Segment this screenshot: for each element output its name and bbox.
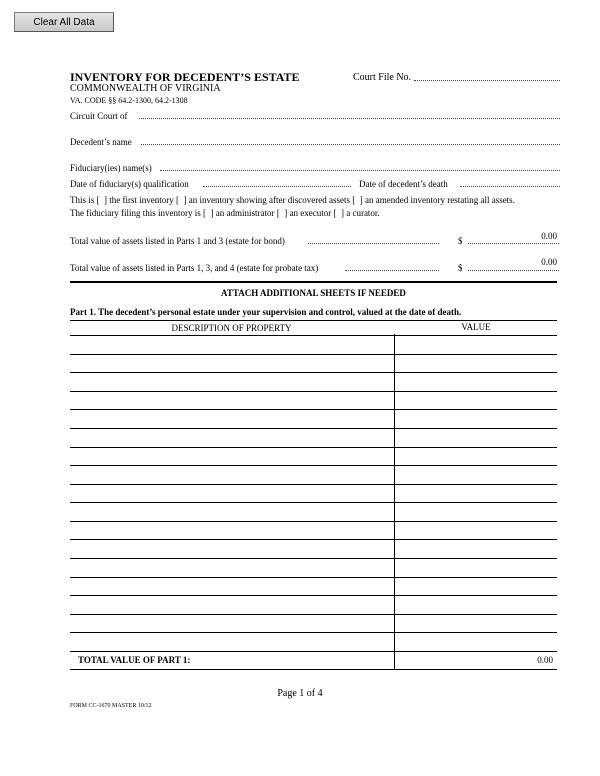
table-row[interactable]	[70, 651, 557, 652]
administrator-label: an administrator	[215, 208, 275, 218]
circuit-court-label: Circuit Court of	[70, 111, 128, 121]
table-row[interactable]	[70, 521, 557, 522]
probate-currency: $	[458, 263, 463, 273]
after-discovered-label: an inventory showing after discovered assets	[188, 195, 350, 205]
table-bottom-border	[70, 669, 557, 670]
bond-total-value: 0.00	[541, 231, 557, 241]
fiduciary-role-line	[70, 208, 380, 218]
table-row[interactable]	[70, 465, 557, 466]
value-column-header: VALUE	[461, 322, 491, 332]
part1-heading: Part 1. The decedent’s personal estate under your supervision and control, valued at the date of death.	[70, 307, 462, 317]
circuit-court-input[interactable]	[139, 118, 560, 119]
bond-currency: $	[458, 236, 463, 246]
column-divider	[394, 334, 395, 670]
table-row[interactable]	[70, 502, 557, 503]
commonwealth-label: COMMONWEALTH OF VIRGINIA	[70, 83, 221, 94]
table-row[interactable]	[70, 409, 557, 410]
administrator-checkbox[interactable]: [ ]	[202, 208, 214, 218]
fiduciary-role-prefix: The fiduciary filing this inventory is	[70, 208, 201, 218]
probate-total-label: Total value of assets listed in Parts 1, 3, and 4 (estate for probate tax)	[70, 263, 319, 273]
inventory-type-line	[70, 195, 515, 205]
amended-checkbox[interactable]: [ ]	[352, 195, 363, 205]
table-row[interactable]	[70, 428, 557, 429]
curator-checkbox[interactable]: [ ]	[333, 208, 344, 218]
part1-total-value: 0.00	[537, 655, 553, 665]
table-row[interactable]	[70, 614, 557, 615]
bond-total-leader	[308, 243, 439, 244]
form-id: FORM CC-1670 MASTER 10/12	[70, 703, 152, 709]
qualification-date-label: Date of fiduciary(s) qualification	[70, 179, 189, 189]
amended-label: an amended inventory restating all assets.	[364, 195, 515, 205]
probate-total-value: 0.00	[541, 257, 557, 267]
table-row[interactable]	[70, 335, 557, 336]
page-number: Page 1 of 4	[277, 688, 323, 699]
code-reference: VA. CODE §§ 64.2-1300, 64.2-1308	[70, 96, 188, 105]
table-row[interactable]	[70, 632, 557, 633]
decedent-name-label: Decedent’s name	[70, 137, 132, 147]
after-discovered-checkbox[interactable]: [ ]	[176, 195, 187, 205]
part1-total-label: TOTAL VALUE OF PART 1:	[78, 655, 191, 665]
table-row[interactable]	[70, 447, 557, 448]
attach-notice: ATTACH ADDITIONAL SHEETS IF NEEDED	[221, 288, 406, 298]
first-inventory-label: the first inventory	[109, 195, 174, 205]
table-row[interactable]	[70, 354, 557, 355]
first-inventory-checkbox[interactable]: [ ]	[96, 195, 108, 205]
table-row[interactable]	[70, 539, 557, 540]
curator-label: a curator.	[346, 208, 380, 218]
form-title: INVENTORY FOR DECEDENT’S ESTATE	[70, 70, 300, 84]
court-file-input[interactable]	[414, 80, 560, 81]
probate-total-leader	[345, 270, 439, 271]
bond-total-label: Total value of assets listed in Parts 1 and 3 (estate for bond)	[70, 236, 285, 246]
fiduciary-names-label: Fiduciary(ies) name(s)	[70, 163, 152, 173]
court-file-label: Court File No.	[353, 72, 412, 83]
table-row[interactable]	[70, 484, 557, 485]
table-row[interactable]	[70, 372, 557, 373]
qualification-date-input[interactable]	[203, 186, 351, 187]
section-divider	[70, 281, 557, 283]
table-row[interactable]	[70, 558, 557, 559]
probate-total-field[interactable]	[468, 270, 559, 271]
decedent-name-input[interactable]	[141, 144, 560, 145]
bond-total-field[interactable]	[468, 243, 559, 244]
death-date-label: Date of decedent’s death	[359, 179, 448, 189]
executor-label: an executor	[289, 208, 332, 218]
table-row[interactable]	[70, 595, 557, 596]
executor-checkbox[interactable]: [ ]	[276, 208, 288, 218]
death-date-input[interactable]	[460, 186, 560, 187]
fiduciary-names-input[interactable]	[160, 170, 560, 171]
inventory-type-prefix: This is	[70, 195, 95, 205]
table-row[interactable]	[70, 577, 557, 578]
description-column-header: DESCRIPTION OF PROPERTY	[171, 323, 292, 333]
clear-all-data-button[interactable]: Clear All Data	[14, 12, 114, 32]
table-top-border	[70, 320, 557, 321]
table-row[interactable]	[70, 391, 557, 392]
